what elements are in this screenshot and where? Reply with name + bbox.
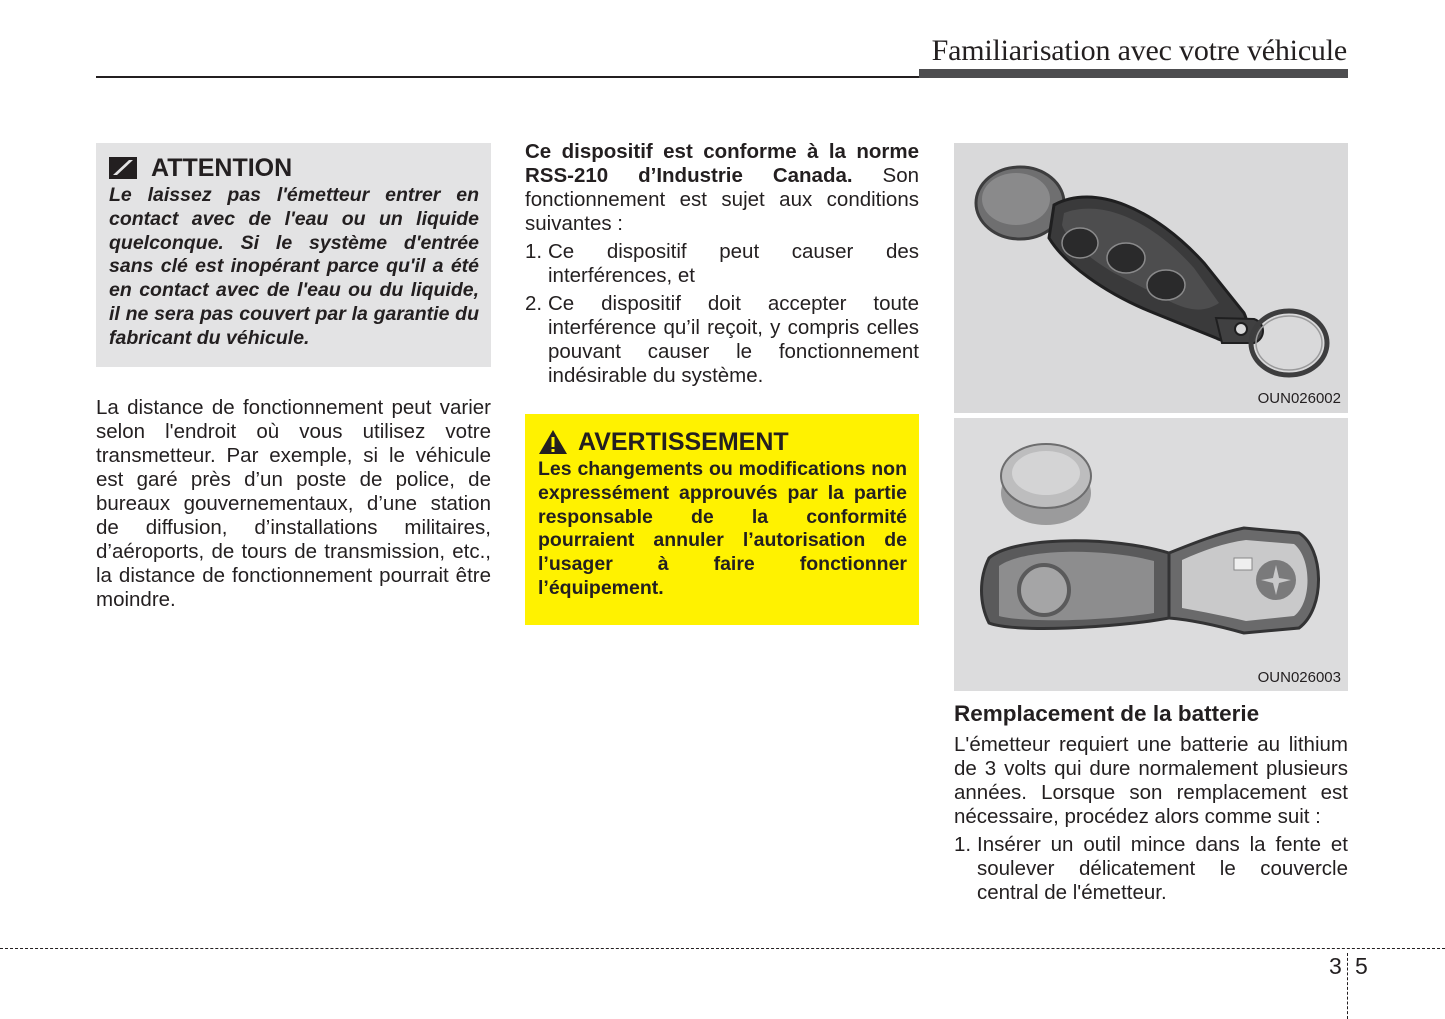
warning-title: AVERTISSEMENT	[578, 428, 789, 456]
warning-heading	[538, 426, 907, 458]
warning-triangle-icon	[538, 429, 568, 455]
page-number: 5	[1355, 953, 1368, 979]
column-right	[954, 143, 1348, 905]
compliance-rest: Son fonctionnement est sujet aux conditions suivantes :	[525, 164, 920, 235]
list-number: 1.	[954, 833, 972, 856]
figure-code: OUN026002	[1257, 390, 1341, 407]
list-text: Insérer un outil mince dans la fente et soulever délicatement le couvercle central de l'émetteur.	[977, 833, 1348, 904]
compliance-paragraph	[525, 140, 919, 236]
range-paragraph: La distance de fonctionnement peut varier selon l'endroit où vous utilisez votre transmetteur. Par exemple, si le véhicule est garé près d’un poste de police, de bureaux gouvernementaux, d’une station de diffusion, d’installations militaires, d’aéroports, de tours de transmission, etc., la distance de fonctionnement pourrait être moindre.	[96, 396, 491, 611]
footer-dashed-rule	[0, 948, 1445, 949]
battery-steps-list	[954, 833, 1348, 905]
attention-box	[96, 143, 491, 367]
list-item	[954, 833, 1348, 905]
warning-box	[525, 414, 919, 625]
battery-paragraph: L'émetteur requiert une batterie au lithium de 3 volts qui dure normalement plusieurs années. Lorsque son remplacement est nécessaire, procédez alors comme suit :	[954, 733, 1348, 828]
compliance-bold: Ce dispositif est conforme à la norme RSS-210 d’Industrie Canada.	[525, 140, 919, 187]
page-chapter-number: 3	[1329, 953, 1342, 979]
column-middle	[525, 140, 919, 625]
list-item	[525, 292, 919, 388]
conditions-list	[525, 240, 919, 388]
attention-text: Le laissez pas l'émetteur entrer en contact avec de l'eau ou un liquide quelconque. Si le système d'entrée sans clé est inopérant parce qu'il a été en contact avec de l'eau ou du liquide, il ne sera pas couvert par la garantie du fabricant du véhicule.	[109, 184, 479, 349]
section-title: Remplacement de la batterie	[954, 701, 1260, 726]
open-fob-battery-image	[954, 418, 1348, 691]
caution-slash-icon	[109, 157, 137, 179]
attention-title: ATTENTION	[151, 154, 293, 182]
header-accent-bar	[919, 69, 1348, 78]
figure-key-fob	[954, 143, 1348, 413]
figure-open-fob	[954, 418, 1348, 691]
figure-code: OUN026003	[1257, 669, 1341, 686]
list-item	[525, 240, 919, 288]
list-text: Ce dispositif doit accepter toute interférence qu’il reçoit, y compris celles pouvant causer le fonctionnement indésirable du système.	[548, 292, 919, 387]
page-header-title: Familiarisation avec votre véhicule	[931, 34, 1347, 67]
column-left	[96, 143, 491, 612]
page-number-separator	[1347, 953, 1348, 1019]
list-text: Ce dispositif peut causer des interférences, et	[548, 240, 919, 287]
warning-text: Les changements ou modifications non expressément approuvés par la partie responsable de la conformité pourraient annuler l’autorisation de l’usager à faire fonctionner l’équipement.	[538, 458, 907, 599]
key-fob-image	[954, 143, 1348, 413]
attention-heading	[109, 153, 479, 183]
list-number: 1.	[525, 240, 543, 263]
list-number: 2.	[525, 292, 543, 315]
